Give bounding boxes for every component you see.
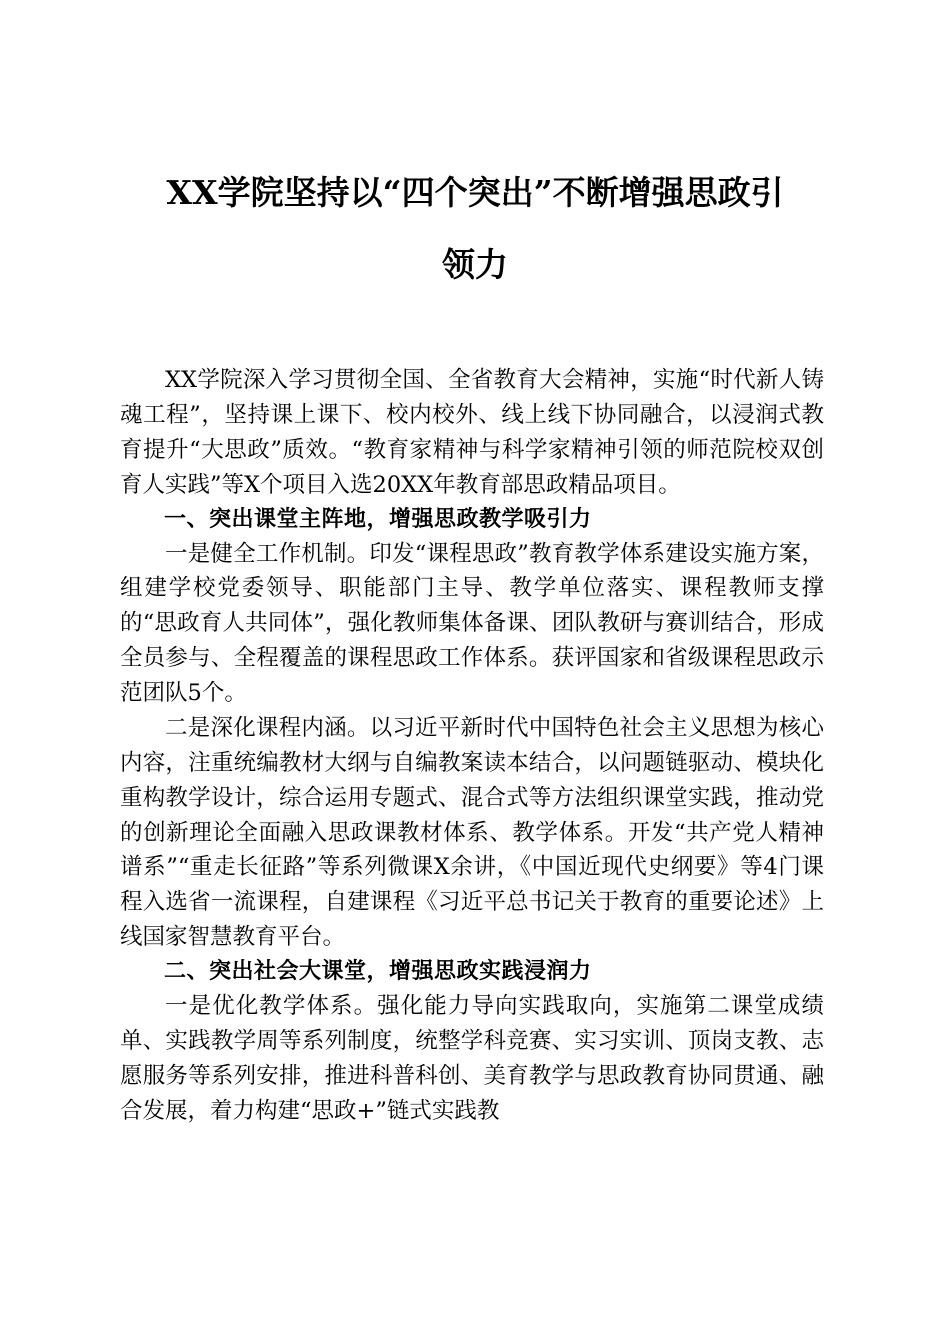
document-body xyxy=(120,363,824,1129)
section-1-paragraph-2: 二是深化课程内涵。以习近平新时代中国特色社会主义思想为核心内容，注重统编教材大纲与自编教案读本结合，以问题链驱动、模块化重构教学设计，综合运用专题式、混合式等方法组织课堂实践，推动党的创新理论全面融入思政课教材体系、教学体系。开发“共产党人精神谱系”“重走长征路”等系列微课X余讲，《中国近现代史纲要》等4门课程入选省一流课程，自建课程《习近平总书记关于教育的重要论述》上线国家智慧教育平台。 xyxy=(120,714,824,951)
section-1-heading: 一、突出课堂主阵地，增强思政教学吸引力 xyxy=(164,506,592,532)
section-2-heading: 二、突出社会大课堂，增强思政实践浸润力 xyxy=(164,959,592,985)
section-2-paragraph-1: 一是优化教学体系。强化能力导向实践取向，实施第二课堂成绩单、实践教学周等系列制度，统整学科竞赛、实习实训、顶岗支教、志愿服务等系列安排，推进科普科创、美育教学与思政教育协同贯通、融合发展，着力构建“思政+”链式实践教 xyxy=(120,993,824,1124)
section-1-paragraph-1: 一是健全工作机制。印发“课程思政”教育教学体系建设实施方案，组建学校党委领导、职能部门主导、教学单位落实、课程教师支撑的“思政育人共同体”，强化教师集体备课、团队教研与赛训结合，形成全员参与、全程覆盖的课程思政工作体系。获评国家和省级课程思政示范团队5个。 xyxy=(120,540,824,707)
document-title-line-1: XX学院坚持以“四个突出”不断增强思政引 xyxy=(166,173,784,212)
document-title-line-2: 领力 xyxy=(442,245,508,284)
intro-paragraph: XX学院深入学习贯彻全国、全省教育大会精神，实施“时代新人铸魂工程”，坚持课上课下、校内校外、线上线下协同融合，以浸润式教育提升“大思政”质效。“教育家精神与科学家精神引领的师范院校双创育人实践”等X个项目入选20XX年教育部思政精品项目。 xyxy=(120,367,824,498)
